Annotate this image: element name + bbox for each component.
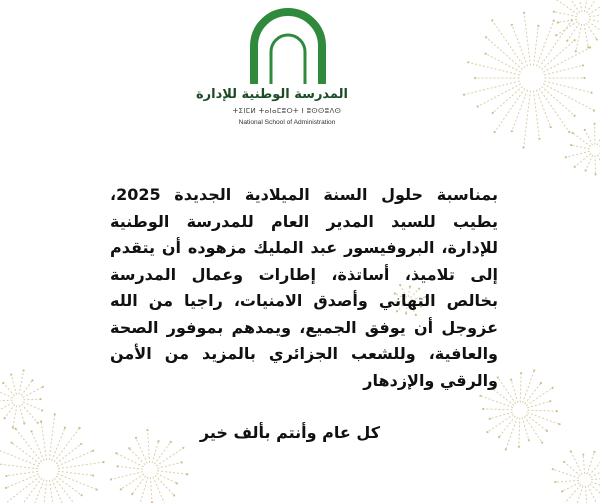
firework-burst [0, 413, 105, 503]
firework-burst [463, 12, 595, 149]
logo-tifinagh-name: ⵜⵉⵏⵎⵍ ⵜⴰⵏⴰⵎⵓⵔⵜ ⵏ ⵓⵙⵙⵓⴷⵙ [232, 107, 342, 115]
school-logo [195, 6, 348, 148]
closing-wish: كل عام وأنتم بألف خير [199, 423, 380, 442]
greeting-message: بمناسبة حلول السنة الميلادية الجديدة 2025، يطيب للسيد المدير العام للمدرسة الوطنية للإدارة، البروفيسور عبد المليك مزهوده أن يتقدم إلى تلاميذ، أساتذة، إطارات وعمال المدرسة بخالص التهاني وأصدق الامنيات، راجيا من الله عزوجل أن يوفق الجميع، ويمدهم بموفور الصحة والعافية، وللشعب الجزائري بالمزيد من الأمن والرقي والإزدهار [110, 185, 498, 390]
logo-arabic-name: المدرسة الوطنية للإدارة [195, 87, 348, 102]
arch-emblem-icon [248, 6, 328, 86]
firework-burst [553, 0, 600, 52]
logo-english-name: National School of Administration [238, 119, 336, 126]
firework-burst [0, 369, 44, 428]
firework-burst [552, 450, 600, 503]
firework-burst [565, 122, 600, 178]
